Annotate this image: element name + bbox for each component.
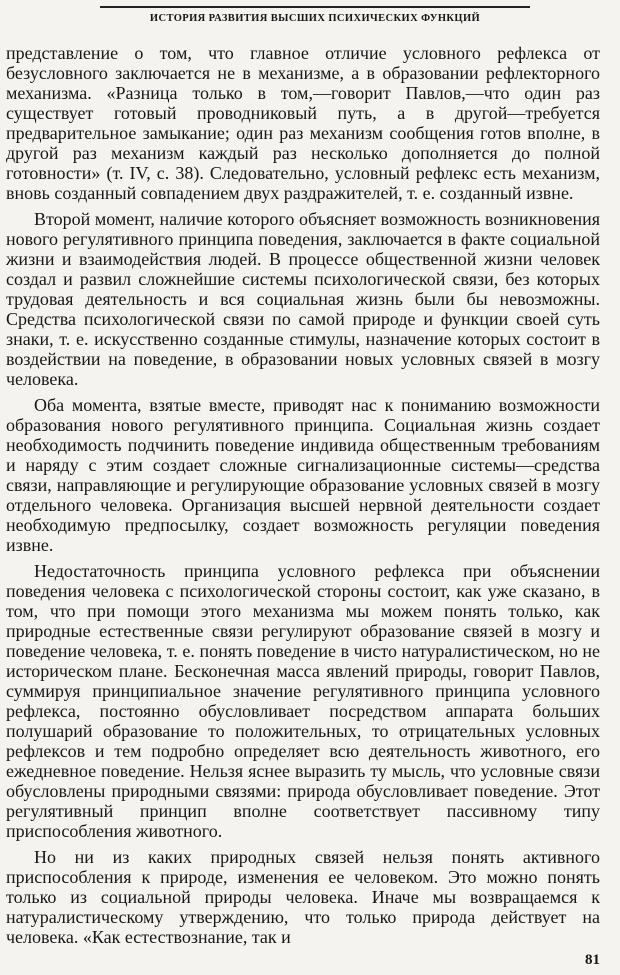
paragraph-continuation: представление о том, что главное отличие условного рефлекса от безусловного заключается не в механизме, а в образовании рефлекторного механизма. «Разница только в том,—говорит Павлов,—что один раз существует готовый проводниковый путь, а в другой—требуется предварительное замыкание; один раз механизм сообщения готов вполне, в другой раз механизм каждый раз несколько дополняется до полной готовности» (т. IV, с. 38). Следовательно, условный рефлекс есть механизм, вновь созданный совпадением двух раздражителей, т. е. созданный извне. <box>6 43 600 203</box>
body-text <box>6 43 600 947</box>
paragraph: Второй момент, наличие которого объясняет возможность возникновения нового регулятивного принципа поведения, заключается в факте социальной жизни и взаимодействия людей. В процессе общественной жизни человек создал и развил сложнейшие системы психологической связи, без которых трудовая деятельность и вся социальная жизнь были бы невозможны. Средства психологической связи по самой природе и функции своей суть знаки, т. е. искусственно созданные стимулы, назначение которых состоит в воздействии на поведение, в образовании новых условных связей в мозгу человека. <box>6 209 600 389</box>
paragraph: Недостаточность принципа условного рефлекса при объяснении поведения человека с психологической стороны состоит, как уже сказано, в том, что при помощи этого механизма мы можем понять только, как природные естественные связи регулируют образование связей в мозгу и поведение человека, т. е. понять поведение в чисто натуралистическом, но не историческом плане. Бесконечная масса явлений природы, говорит Павлов, суммируя принципиальное значение регулятивного принципа условного рефлекса, постоянно обусловливает посредством аппарата больших полушарий образование то положительных, то отрицательных условных рефлексов и тем подробно определяет всю деятельность животного, его ежедневное поведение. Нельзя яснее выразить ту мысль, что условные связи обусловлены природными связями: природа обусловливает поведение. Этот регулятивный принцип вполне соответствует пассивному типу приспособления животного. <box>6 561 600 841</box>
running-head: ИСТОРИЯ РАЗВИТИЯ ВЫСШИХ ПСИХИЧЕСКИХ ФУНКЦИЙ <box>149 13 481 24</box>
paragraph: Оба момента, взятые вместе, приводят нас к пониманию возможности образования нового регулятивного принципа. Социальная жизнь создает необходимость подчинить поведение индивида общественным требованиям и наряду с этим создает сложные сигнализационные системы—средства связи, направляющие и регулирующие образование условных связей в мозгу отдельного человека. Организация высшей нервной деятельности создает необходимую предпосылку, создает возможность регуляции поведения извне. <box>6 395 600 555</box>
paragraph: Но ни из каких природных связей нельзя понять активного приспособления к природе, изменения ее человеком. Это можно понять только из социальной природы человека. Иначе мы возвращаемся к натуралистическому утверждению, что только природа действует на человека. «Как естествознание, так и <box>6 847 600 947</box>
header-rule <box>100 6 530 8</box>
page-number: 81 <box>585 952 600 968</box>
